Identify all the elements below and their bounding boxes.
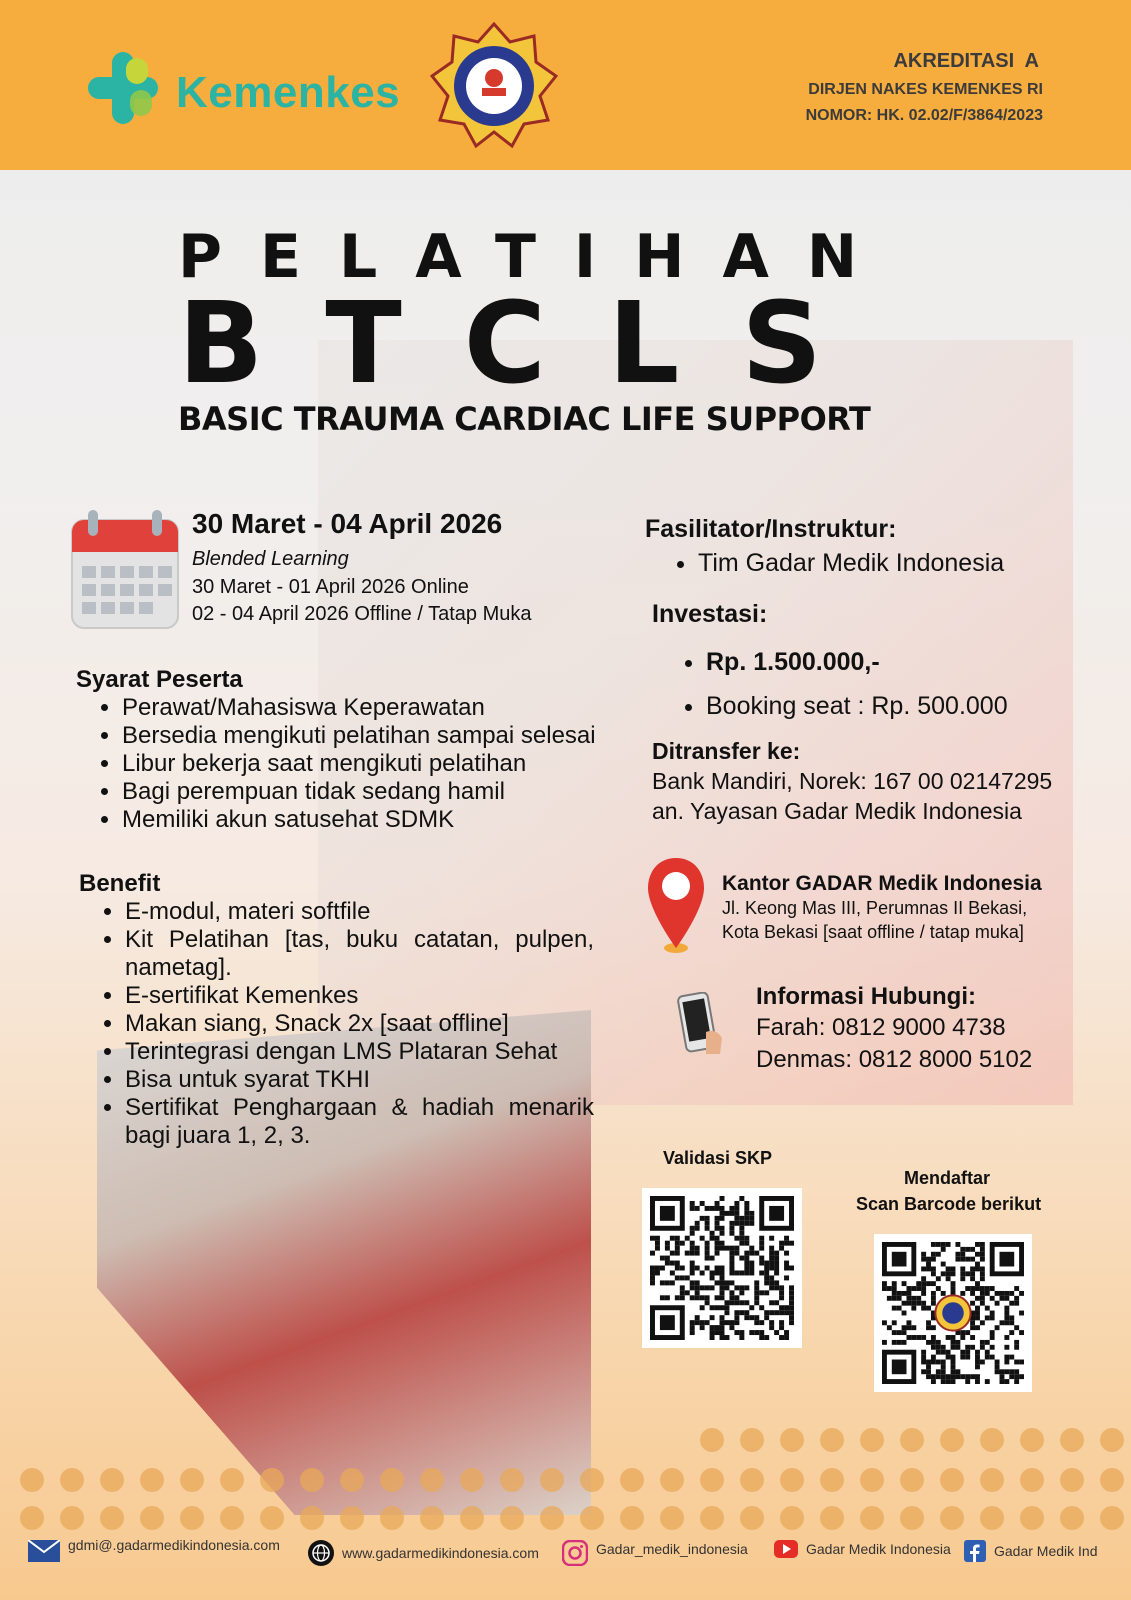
globe-icon bbox=[308, 1540, 334, 1566]
list-item: • Memiliki akun satusehat SDMK bbox=[122, 806, 616, 834]
contact-heading: Informasi Hubungi: bbox=[756, 983, 976, 1010]
decorative-dot bbox=[300, 1468, 324, 1492]
decorative-dot bbox=[780, 1506, 804, 1530]
footer-youtube[interactable] bbox=[774, 1540, 951, 1558]
decorative-dot bbox=[780, 1428, 804, 1452]
footer-youtube-text: Gadar Medik Indonesia bbox=[806, 1541, 951, 1557]
decorative-dot bbox=[540, 1468, 564, 1492]
decorative-dot bbox=[660, 1506, 684, 1530]
skp-qr-label: Validasi SKP bbox=[663, 1148, 773, 1168]
decorative-dot bbox=[1100, 1506, 1124, 1530]
benefit-heading: Benefit bbox=[79, 870, 161, 897]
footer-email[interactable] bbox=[28, 1537, 280, 1562]
requirements-list bbox=[76, 694, 616, 834]
decorative-dot bbox=[740, 1428, 764, 1452]
decorative-dot bbox=[900, 1506, 924, 1530]
decorative-dot bbox=[1020, 1506, 1044, 1530]
decorative-dot bbox=[900, 1428, 924, 1452]
decorative-dot bbox=[20, 1506, 44, 1530]
contact-farah: Farah: 0812 9000 4738 bbox=[756, 1014, 1006, 1041]
decorative-dot bbox=[340, 1468, 364, 1492]
decorative-dot bbox=[140, 1468, 164, 1492]
decorative-dot bbox=[580, 1506, 604, 1530]
decorative-dot bbox=[980, 1468, 1004, 1492]
kemenkes-logo bbox=[88, 52, 158, 124]
decorative-dot bbox=[220, 1468, 244, 1492]
decorative-dot bbox=[1020, 1468, 1044, 1492]
accreditation-number: NOMOR: HK. 02.02/F/3864/2023 bbox=[805, 107, 1043, 124]
list-item: • Sertifikat Penghargaan & hadiah menarik bagi juara 1, 2, 3. bbox=[125, 1094, 594, 1150]
list-item: • Terintegrasi dengan LMS Plataran Sehat bbox=[125, 1038, 594, 1066]
gdmi-seal-icon bbox=[430, 22, 558, 150]
decorative-dot bbox=[1100, 1428, 1124, 1452]
kemenkes-wordmark: Kemenkes bbox=[176, 68, 401, 117]
decorative-dot bbox=[380, 1468, 404, 1492]
list-item: • Perawat/Mahasiswa Keperawatan bbox=[122, 694, 616, 722]
decorative-dot bbox=[380, 1506, 404, 1530]
email-icon bbox=[28, 1540, 60, 1562]
decorative-dot bbox=[620, 1468, 644, 1492]
decorative-dot bbox=[620, 1506, 644, 1530]
list-item: • Libur bekerja saat mengikuti pelatihan bbox=[122, 750, 616, 778]
decorative-dot bbox=[820, 1506, 844, 1530]
decorative-dot bbox=[1060, 1428, 1084, 1452]
decorative-dot bbox=[980, 1428, 1004, 1452]
decorative-dot bbox=[940, 1468, 964, 1492]
list-item: • Makan siang, Snack 2x [saat offline] bbox=[125, 1010, 594, 1038]
schedule-offline: 02 - 04 April 2026 Offline / Tatap Muka bbox=[192, 603, 532, 625]
decorative-dot bbox=[500, 1468, 524, 1492]
decorative-dot bbox=[1020, 1428, 1044, 1452]
kemenkes-logo-icon bbox=[88, 52, 158, 124]
decorative-dot bbox=[860, 1468, 884, 1492]
decorative-dot bbox=[820, 1428, 844, 1452]
location-name: Kantor GADAR Medik Indonesia bbox=[722, 872, 1042, 895]
accreditation-grade: AKREDITASI A bbox=[893, 50, 1039, 72]
register-qr-code[interactable] bbox=[874, 1234, 1032, 1392]
decorative-dot bbox=[900, 1468, 924, 1492]
phone-icon bbox=[676, 992, 726, 1061]
list-item: • Kit Pelatihan [tas, buku catatan, pulpen, nametag]. bbox=[125, 926, 594, 982]
investment-booking: • Booking seat : Rp. 500.000 bbox=[706, 684, 1008, 728]
investment-heading: Investasi: bbox=[652, 600, 768, 628]
decorative-dot bbox=[100, 1468, 124, 1492]
decorative-dot bbox=[700, 1428, 724, 1452]
transfer-heading: Ditransfer ke: bbox=[652, 738, 801, 764]
title-pelatihan: PELATIHAN bbox=[178, 222, 896, 292]
decorative-dot bbox=[460, 1506, 484, 1530]
list-item: • Bisa untuk syarat TKHI bbox=[125, 1066, 594, 1094]
decorative-dot bbox=[100, 1506, 124, 1530]
decorative-dot bbox=[60, 1468, 84, 1492]
location-pin-icon bbox=[646, 856, 706, 961]
decorative-dot bbox=[260, 1468, 284, 1492]
decorative-dot bbox=[780, 1468, 804, 1492]
decorative-dot bbox=[540, 1506, 564, 1530]
decorative-dot bbox=[940, 1506, 964, 1530]
decorative-dot bbox=[420, 1468, 444, 1492]
investment-price: • Rp. 1.500.000,- bbox=[706, 640, 1008, 684]
decorative-dot bbox=[740, 1468, 764, 1492]
footer-instagram-text: Gadar_medik_indonesia bbox=[596, 1541, 748, 1557]
skp-qr-code[interactable] bbox=[642, 1188, 802, 1348]
decorative-dot bbox=[300, 1506, 324, 1530]
title-subtitle: BASIC TRAUMA CARDIAC LIFE SUPPORT bbox=[178, 400, 871, 438]
decorative-dot bbox=[60, 1506, 84, 1530]
benefit-section bbox=[79, 870, 594, 1150]
accreditation-authority: DIRJEN NAKES KEMENKES RI bbox=[808, 81, 1043, 98]
decorative-dot bbox=[1100, 1468, 1124, 1492]
decorative-dot bbox=[180, 1506, 204, 1530]
list-item: • Bagi perempuan tidak sedang hamil bbox=[122, 778, 616, 806]
decorative-dot bbox=[820, 1468, 844, 1492]
decorative-dot bbox=[980, 1506, 1004, 1530]
decorative-dot bbox=[180, 1468, 204, 1492]
transfer-bank: Bank Mandiri, Norek: 167 00 02147295 bbox=[652, 768, 1053, 794]
decorative-dot bbox=[260, 1506, 284, 1530]
register-qr-label-1: Mendaftar bbox=[904, 1168, 991, 1188]
decorative-dot bbox=[700, 1506, 724, 1530]
decorative-dot bbox=[940, 1428, 964, 1452]
calendar-icon bbox=[70, 510, 180, 637]
decorative-dot bbox=[140, 1506, 164, 1530]
decorative-dot bbox=[740, 1506, 764, 1530]
location-address-1: Jl. Keong Mas III, Perumnas II Bekasi, bbox=[722, 898, 1028, 918]
gdmi-logo bbox=[430, 22, 558, 150]
decorative-dot bbox=[1060, 1468, 1084, 1492]
footer bbox=[0, 1537, 1131, 1580]
decorative-dot bbox=[460, 1468, 484, 1492]
instagram-icon bbox=[562, 1540, 588, 1566]
decorative-dot bbox=[220, 1506, 244, 1530]
decorative-dot bbox=[860, 1428, 884, 1452]
decorative-dot bbox=[500, 1506, 524, 1530]
schedule-mode: Blended Learning bbox=[192, 548, 349, 570]
title-btcls: BTCLS bbox=[178, 279, 884, 409]
requirements-section bbox=[76, 666, 616, 834]
footer-facebook-text: Gadar Medik Ind bbox=[994, 1543, 1098, 1559]
transfer-account-name: an. Yayasan Gadar Medik Indonesia bbox=[652, 798, 1022, 824]
facebook-icon bbox=[964, 1540, 986, 1562]
decorative-dot bbox=[580, 1468, 604, 1492]
footer-instagram[interactable] bbox=[562, 1540, 748, 1566]
register-qr-label-2: Scan Barcode berikut bbox=[856, 1194, 1042, 1214]
header-bar bbox=[0, 0, 1131, 170]
location-address-2: Kota Bekasi [saat offline / tatap muka] bbox=[722, 922, 1024, 942]
benefit-list bbox=[79, 898, 594, 1150]
footer-facebook[interactable] bbox=[964, 1540, 1098, 1562]
decorative-dot bbox=[20, 1468, 44, 1492]
decorative-dot bbox=[660, 1468, 684, 1492]
youtube-icon bbox=[774, 1540, 798, 1558]
requirements-heading: Syarat Peserta bbox=[76, 666, 243, 693]
decorative-dot bbox=[1060, 1506, 1084, 1530]
decorative-dot bbox=[860, 1506, 884, 1530]
schedule-online: 30 Maret - 01 April 2026 Online bbox=[192, 576, 469, 598]
footer-website-text: www.gadarmedikindonesia.com bbox=[342, 1545, 539, 1561]
facilitator-list bbox=[652, 548, 1004, 578]
list-item: • Bersedia mengikuti pelatihan sampai selesai bbox=[122, 722, 616, 750]
footer-email-text: gdmi@.gadarmedikindonesia.com bbox=[68, 1537, 280, 1553]
list-item: • E-sertifikat Kemenkes bbox=[125, 982, 594, 1010]
decorative-dot bbox=[420, 1506, 444, 1530]
schedule-date-range: 30 Maret - 04 April 2026 bbox=[192, 508, 503, 539]
decorative-dot bbox=[340, 1506, 364, 1530]
facilitator-heading: Fasilitator/Instruktur: bbox=[645, 515, 897, 543]
decorative-dot bbox=[700, 1468, 724, 1492]
contact-denmas: Denmas: 0812 8000 5102 bbox=[756, 1046, 1033, 1073]
list-item: • E-modul, materi softfile bbox=[125, 898, 594, 926]
list-item: • Tim Gadar Medik Indonesia bbox=[698, 548, 1004, 578]
footer-website[interactable] bbox=[308, 1540, 539, 1566]
investment-list bbox=[660, 640, 1008, 728]
